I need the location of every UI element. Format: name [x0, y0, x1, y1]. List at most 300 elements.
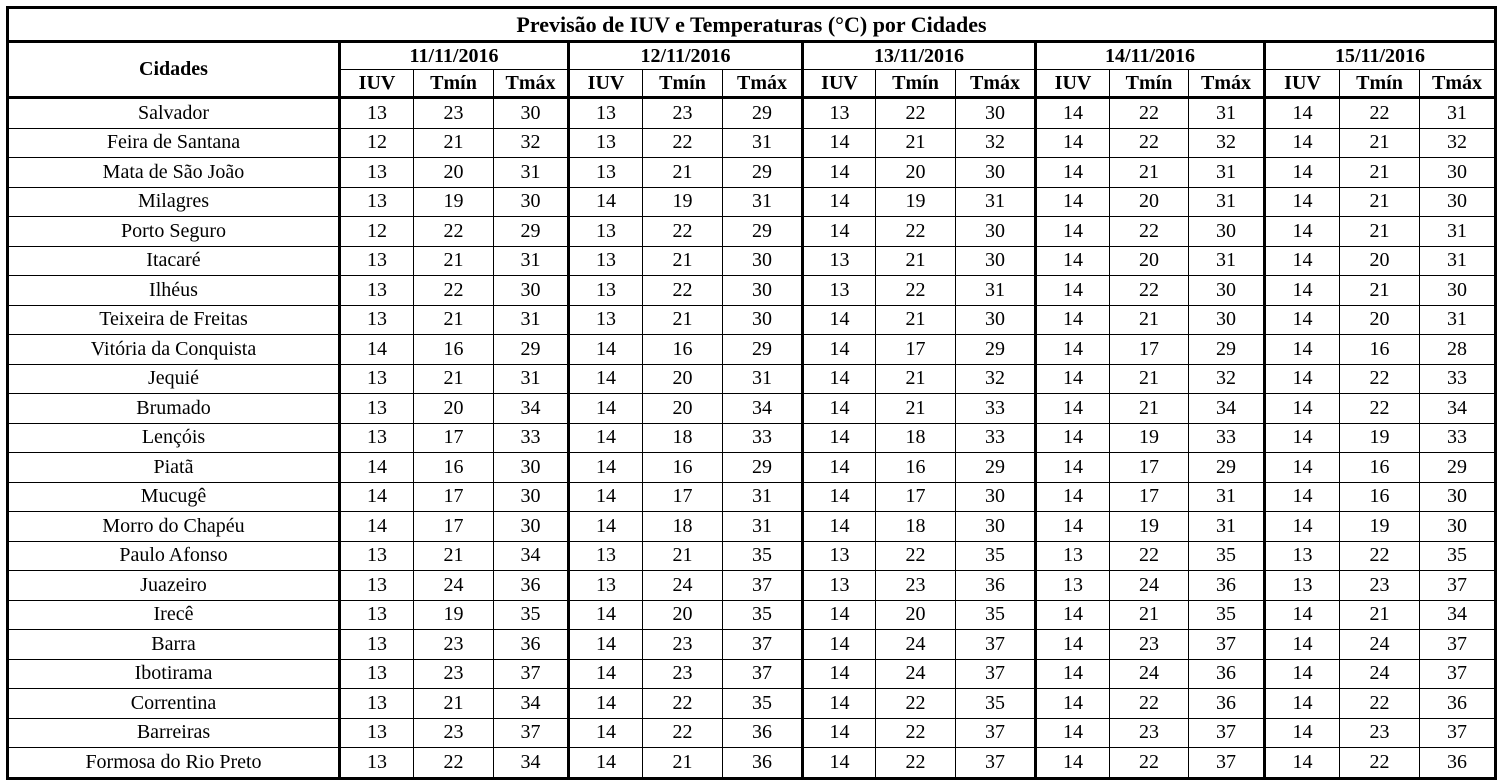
value-cell: 14 — [1265, 630, 1340, 660]
value-cell: 13 — [340, 305, 414, 335]
value-cell: 14 — [1036, 600, 1110, 630]
value-cell: 21 — [1340, 187, 1420, 217]
value-cell: 35 — [1189, 600, 1265, 630]
value-cell: 14 — [1265, 659, 1340, 689]
value-cell: 35 — [1420, 541, 1496, 571]
value-cell: 18 — [643, 423, 723, 453]
value-cell: 22 — [876, 718, 956, 748]
value-cell: 14 — [340, 512, 414, 542]
value-cell: 22 — [1110, 541, 1189, 571]
value-cell: 32 — [494, 128, 569, 158]
value-cell: 14 — [1265, 217, 1340, 247]
value-cell: 19 — [1110, 423, 1189, 453]
value-cell: 21 — [643, 541, 723, 571]
value-cell: 14 — [569, 187, 643, 217]
value-cell: 14 — [803, 158, 876, 188]
value-cell: 13 — [340, 158, 414, 188]
value-cell: 37 — [956, 718, 1036, 748]
value-cell: 14 — [569, 394, 643, 424]
value-cell: 14 — [569, 748, 643, 779]
value-cell: 22 — [643, 276, 723, 306]
value-cell: 14 — [1265, 689, 1340, 719]
value-cell: 30 — [1420, 512, 1496, 542]
value-cell: 14 — [340, 335, 414, 365]
value-cell: 14 — [1036, 659, 1110, 689]
city-name: Correntina — [8, 689, 340, 719]
value-cell: 30 — [1420, 482, 1496, 512]
table-row — [8, 453, 1496, 483]
value-cell: 14 — [803, 423, 876, 453]
value-cell: 21 — [1340, 600, 1420, 630]
value-cell: 13 — [340, 276, 414, 306]
value-cell: 29 — [1189, 335, 1265, 365]
value-cell: 36 — [956, 571, 1036, 601]
table-row — [8, 748, 1496, 779]
value-cell: 14 — [1265, 187, 1340, 217]
value-cell: 21 — [643, 158, 723, 188]
value-cell: 22 — [1340, 364, 1420, 394]
date-header: 11/11/2016 — [340, 42, 569, 70]
value-cell: 14 — [1036, 394, 1110, 424]
table-body — [8, 98, 1496, 779]
value-cell: 14 — [569, 364, 643, 394]
value-cell: 14 — [1036, 630, 1110, 660]
value-cell: 29 — [1420, 453, 1496, 483]
subheader-iuv: IUV — [1265, 70, 1340, 98]
city-name: Piatã — [8, 453, 340, 483]
value-cell: 20 — [1110, 246, 1189, 276]
value-cell: 35 — [723, 689, 803, 719]
value-cell: 14 — [1265, 748, 1340, 779]
value-cell: 14 — [1265, 364, 1340, 394]
value-cell: 37 — [723, 630, 803, 660]
value-cell: 30 — [956, 512, 1036, 542]
value-cell: 20 — [1340, 246, 1420, 276]
value-cell: 14 — [1036, 512, 1110, 542]
value-cell: 23 — [1110, 718, 1189, 748]
city-name: Teixeira de Freitas — [8, 305, 340, 335]
value-cell: 12 — [340, 128, 414, 158]
city-name: Morro do Chapéu — [8, 512, 340, 542]
value-cell: 36 — [1420, 689, 1496, 719]
value-cell: 32 — [956, 364, 1036, 394]
value-cell: 14 — [1036, 246, 1110, 276]
value-cell: 37 — [723, 571, 803, 601]
value-cell: 14 — [340, 482, 414, 512]
city-name: Itacaré — [8, 246, 340, 276]
value-cell: 14 — [803, 482, 876, 512]
value-cell: 17 — [1110, 453, 1189, 483]
city-name: Salvador — [8, 98, 340, 129]
value-cell: 14 — [803, 335, 876, 365]
value-cell: 13 — [569, 246, 643, 276]
value-cell: 16 — [1340, 453, 1420, 483]
value-cell: 22 — [876, 276, 956, 306]
value-cell: 14 — [803, 630, 876, 660]
value-cell: 19 — [1340, 423, 1420, 453]
city-name: Paulo Afonso — [8, 541, 340, 571]
value-cell: 37 — [1189, 718, 1265, 748]
value-cell: 21 — [1110, 158, 1189, 188]
value-cell: 37 — [723, 659, 803, 689]
value-cell: 21 — [643, 305, 723, 335]
value-cell: 14 — [1265, 718, 1340, 748]
value-cell: 36 — [1189, 571, 1265, 601]
value-cell: 17 — [414, 482, 494, 512]
value-cell: 30 — [494, 276, 569, 306]
value-cell: 24 — [1340, 630, 1420, 660]
value-cell: 13 — [803, 98, 876, 129]
value-cell: 30 — [1420, 158, 1496, 188]
value-cell: 22 — [1340, 541, 1420, 571]
value-cell: 29 — [723, 217, 803, 247]
value-cell: 30 — [956, 158, 1036, 188]
value-cell: 24 — [1110, 659, 1189, 689]
value-cell: 29 — [723, 158, 803, 188]
value-cell: 30 — [1189, 305, 1265, 335]
value-cell: 14 — [1265, 98, 1340, 129]
value-cell: 14 — [1036, 305, 1110, 335]
value-cell: 13 — [340, 600, 414, 630]
subheader-tmax: Tmáx — [956, 70, 1036, 98]
value-cell: 37 — [1420, 571, 1496, 601]
value-cell: 21 — [876, 364, 956, 394]
value-cell: 31 — [1420, 217, 1496, 247]
value-cell: 17 — [876, 335, 956, 365]
value-cell: 30 — [1420, 187, 1496, 217]
value-cell: 30 — [1189, 276, 1265, 306]
value-cell: 31 — [494, 158, 569, 188]
value-cell: 30 — [956, 482, 1036, 512]
table-row — [8, 158, 1496, 188]
value-cell: 16 — [414, 335, 494, 365]
value-cell: 14 — [1036, 689, 1110, 719]
value-cell: 34 — [494, 541, 569, 571]
value-cell: 35 — [956, 689, 1036, 719]
value-cell: 20 — [643, 364, 723, 394]
value-cell: 13 — [1265, 571, 1340, 601]
value-cell: 14 — [803, 659, 876, 689]
value-cell: 14 — [1036, 423, 1110, 453]
value-cell: 21 — [876, 394, 956, 424]
value-cell: 34 — [1420, 394, 1496, 424]
date-header-row — [8, 42, 1496, 70]
value-cell: 14 — [569, 659, 643, 689]
value-cell: 23 — [643, 659, 723, 689]
value-cell: 33 — [956, 394, 1036, 424]
value-cell: 21 — [414, 128, 494, 158]
value-cell: 20 — [1110, 187, 1189, 217]
value-cell: 22 — [876, 689, 956, 719]
value-cell: 21 — [414, 246, 494, 276]
table-row — [8, 187, 1496, 217]
value-cell: 14 — [1265, 394, 1340, 424]
value-cell: 12 — [340, 217, 414, 247]
table-row — [8, 335, 1496, 365]
city-name: Lençóis — [8, 423, 340, 453]
value-cell: 33 — [956, 423, 1036, 453]
value-cell: 22 — [1110, 689, 1189, 719]
value-cell: 21 — [876, 128, 956, 158]
value-cell: 29 — [494, 217, 569, 247]
value-cell: 32 — [956, 128, 1036, 158]
value-cell: 29 — [494, 335, 569, 365]
value-cell: 14 — [803, 394, 876, 424]
value-cell: 31 — [494, 364, 569, 394]
value-cell: 21 — [643, 246, 723, 276]
value-cell: 13 — [569, 541, 643, 571]
table-row — [8, 364, 1496, 394]
value-cell: 14 — [1265, 335, 1340, 365]
value-cell: 14 — [569, 453, 643, 483]
city-name: Porto Seguro — [8, 217, 340, 247]
city-name: Feira de Santana — [8, 128, 340, 158]
subheader-tmax: Tmáx — [1420, 70, 1496, 98]
table-row — [8, 217, 1496, 247]
value-cell: 17 — [643, 482, 723, 512]
value-cell: 17 — [414, 512, 494, 542]
value-cell: 22 — [643, 689, 723, 719]
value-cell: 13 — [340, 187, 414, 217]
table-row — [8, 600, 1496, 630]
value-cell: 31 — [723, 482, 803, 512]
value-cell: 19 — [414, 600, 494, 630]
value-cell: 13 — [340, 689, 414, 719]
value-cell: 37 — [956, 630, 1036, 660]
value-cell: 37 — [494, 718, 569, 748]
value-cell: 36 — [723, 718, 803, 748]
value-cell: 13 — [569, 276, 643, 306]
value-cell: 37 — [1420, 630, 1496, 660]
table-row — [8, 394, 1496, 424]
table-row — [8, 246, 1496, 276]
value-cell: 16 — [643, 335, 723, 365]
value-cell: 16 — [643, 453, 723, 483]
value-cell: 31 — [1420, 98, 1496, 129]
value-cell: 13 — [1265, 541, 1340, 571]
value-cell: 14 — [569, 335, 643, 365]
subheader-tmin: Tmín — [876, 70, 956, 98]
value-cell: 30 — [956, 98, 1036, 129]
value-cell: 24 — [876, 659, 956, 689]
city-name: Formosa do Rio Preto — [8, 748, 340, 779]
value-cell: 32 — [1189, 364, 1265, 394]
value-cell: 37 — [1189, 748, 1265, 779]
value-cell: 22 — [876, 748, 956, 779]
value-cell: 14 — [569, 718, 643, 748]
value-cell: 22 — [1110, 276, 1189, 306]
value-cell: 14 — [569, 689, 643, 719]
value-cell: 36 — [494, 571, 569, 601]
value-cell: 13 — [803, 571, 876, 601]
table-row — [8, 98, 1496, 129]
value-cell: 30 — [1420, 276, 1496, 306]
table-header — [8, 8, 1496, 98]
value-cell: 14 — [803, 748, 876, 779]
value-cell: 17 — [414, 423, 494, 453]
value-cell: 31 — [1189, 158, 1265, 188]
value-cell: 36 — [494, 630, 569, 660]
value-cell: 36 — [723, 748, 803, 779]
table-row — [8, 571, 1496, 601]
value-cell: 18 — [643, 512, 723, 542]
table-title: Previsão de IUV e Temperaturas (°C) por Cidades — [8, 8, 1496, 42]
value-cell: 22 — [1110, 98, 1189, 129]
value-cell: 13 — [569, 305, 643, 335]
value-cell: 13 — [803, 246, 876, 276]
value-cell: 31 — [723, 187, 803, 217]
value-cell: 23 — [1340, 718, 1420, 748]
value-cell: 21 — [1340, 276, 1420, 306]
value-cell: 14 — [803, 128, 876, 158]
value-cell: 35 — [1189, 541, 1265, 571]
value-cell: 37 — [956, 659, 1036, 689]
value-cell: 14 — [803, 187, 876, 217]
value-cell: 31 — [956, 276, 1036, 306]
value-cell: 20 — [1340, 305, 1420, 335]
value-cell: 24 — [414, 571, 494, 601]
value-cell: 21 — [876, 246, 956, 276]
value-cell: 33 — [1420, 423, 1496, 453]
value-cell: 16 — [876, 453, 956, 483]
value-cell: 31 — [494, 305, 569, 335]
value-cell: 22 — [876, 98, 956, 129]
value-cell: 35 — [494, 600, 569, 630]
value-cell: 14 — [1036, 187, 1110, 217]
value-cell: 29 — [1189, 453, 1265, 483]
value-cell: 22 — [643, 217, 723, 247]
value-cell: 29 — [956, 453, 1036, 483]
value-cell: 19 — [643, 187, 723, 217]
value-cell: 30 — [723, 305, 803, 335]
value-cell: 14 — [1265, 128, 1340, 158]
value-cell: 31 — [1189, 98, 1265, 129]
value-cell: 37 — [1189, 630, 1265, 660]
city-name: Juazeiro — [8, 571, 340, 601]
value-cell: 13 — [569, 158, 643, 188]
value-cell: 13 — [803, 541, 876, 571]
value-cell: 14 — [1036, 128, 1110, 158]
value-cell: 23 — [1110, 630, 1189, 660]
value-cell: 30 — [956, 217, 1036, 247]
value-cell: 21 — [1340, 158, 1420, 188]
value-cell: 20 — [414, 394, 494, 424]
value-cell: 14 — [1036, 98, 1110, 129]
value-cell: 14 — [803, 689, 876, 719]
table-row — [8, 128, 1496, 158]
city-name: Barra — [8, 630, 340, 660]
value-cell: 20 — [876, 600, 956, 630]
value-cell: 24 — [1110, 571, 1189, 601]
value-cell: 30 — [494, 98, 569, 129]
value-cell: 29 — [956, 335, 1036, 365]
value-cell: 33 — [1420, 364, 1496, 394]
value-cell: 17 — [876, 482, 956, 512]
cities-header: Cidades — [8, 42, 340, 98]
table-row — [8, 482, 1496, 512]
value-cell: 21 — [1340, 128, 1420, 158]
value-cell: 34 — [1189, 394, 1265, 424]
value-cell: 22 — [876, 217, 956, 247]
subheader-tmax: Tmáx — [494, 70, 569, 98]
table-row — [8, 276, 1496, 306]
date-header: 14/11/2016 — [1036, 42, 1265, 70]
subheader-iuv: IUV — [340, 70, 414, 98]
value-cell: 29 — [723, 98, 803, 129]
value-cell: 13 — [569, 571, 643, 601]
value-cell: 20 — [876, 158, 956, 188]
value-cell: 31 — [494, 246, 569, 276]
value-cell: 13 — [340, 423, 414, 453]
value-cell: 14 — [1265, 512, 1340, 542]
value-cell: 20 — [643, 394, 723, 424]
value-cell: 22 — [414, 748, 494, 779]
value-cell: 21 — [414, 364, 494, 394]
value-cell: 14 — [1265, 423, 1340, 453]
table-row — [8, 305, 1496, 335]
value-cell: 22 — [1340, 748, 1420, 779]
value-cell: 35 — [723, 600, 803, 630]
value-cell: 33 — [1189, 423, 1265, 453]
value-cell: 30 — [723, 276, 803, 306]
value-cell: 16 — [414, 453, 494, 483]
value-cell: 21 — [876, 305, 956, 335]
value-cell: 31 — [723, 512, 803, 542]
value-cell: 14 — [803, 305, 876, 335]
value-cell: 14 — [1265, 305, 1340, 335]
value-cell: 13 — [340, 364, 414, 394]
value-cell: 21 — [1340, 217, 1420, 247]
value-cell: 24 — [876, 630, 956, 660]
value-cell: 14 — [1265, 246, 1340, 276]
value-cell: 14 — [803, 453, 876, 483]
value-cell: 37 — [956, 748, 1036, 779]
subheader-tmax: Tmáx — [723, 70, 803, 98]
city-name: Brumado — [8, 394, 340, 424]
value-cell: 22 — [1110, 748, 1189, 779]
table-row — [8, 423, 1496, 453]
subheader-iuv: IUV — [569, 70, 643, 98]
value-cell: 33 — [723, 423, 803, 453]
value-cell: 14 — [1036, 718, 1110, 748]
value-cell: 13 — [569, 217, 643, 247]
value-cell: 14 — [1265, 453, 1340, 483]
value-cell: 35 — [956, 541, 1036, 571]
value-cell: 14 — [1036, 335, 1110, 365]
value-cell: 14 — [1036, 748, 1110, 779]
city-name: Milagres — [8, 187, 340, 217]
value-cell: 13 — [1036, 571, 1110, 601]
city-name: Vitória da Conquista — [8, 335, 340, 365]
value-cell: 23 — [414, 659, 494, 689]
value-cell: 14 — [1265, 276, 1340, 306]
value-cell: 21 — [414, 305, 494, 335]
value-cell: 30 — [956, 246, 1036, 276]
city-name: Mucugê — [8, 482, 340, 512]
city-name: Ilhéus — [8, 276, 340, 306]
value-cell: 28 — [1420, 335, 1496, 365]
subheader-tmin: Tmín — [643, 70, 723, 98]
value-cell: 13 — [340, 718, 414, 748]
value-cell: 13 — [340, 394, 414, 424]
value-cell: 21 — [1110, 394, 1189, 424]
value-cell: 13 — [1036, 541, 1110, 571]
value-cell: 17 — [1110, 335, 1189, 365]
value-cell: 20 — [643, 600, 723, 630]
value-cell: 21 — [414, 689, 494, 719]
value-cell: 34 — [494, 394, 569, 424]
value-cell: 14 — [569, 512, 643, 542]
